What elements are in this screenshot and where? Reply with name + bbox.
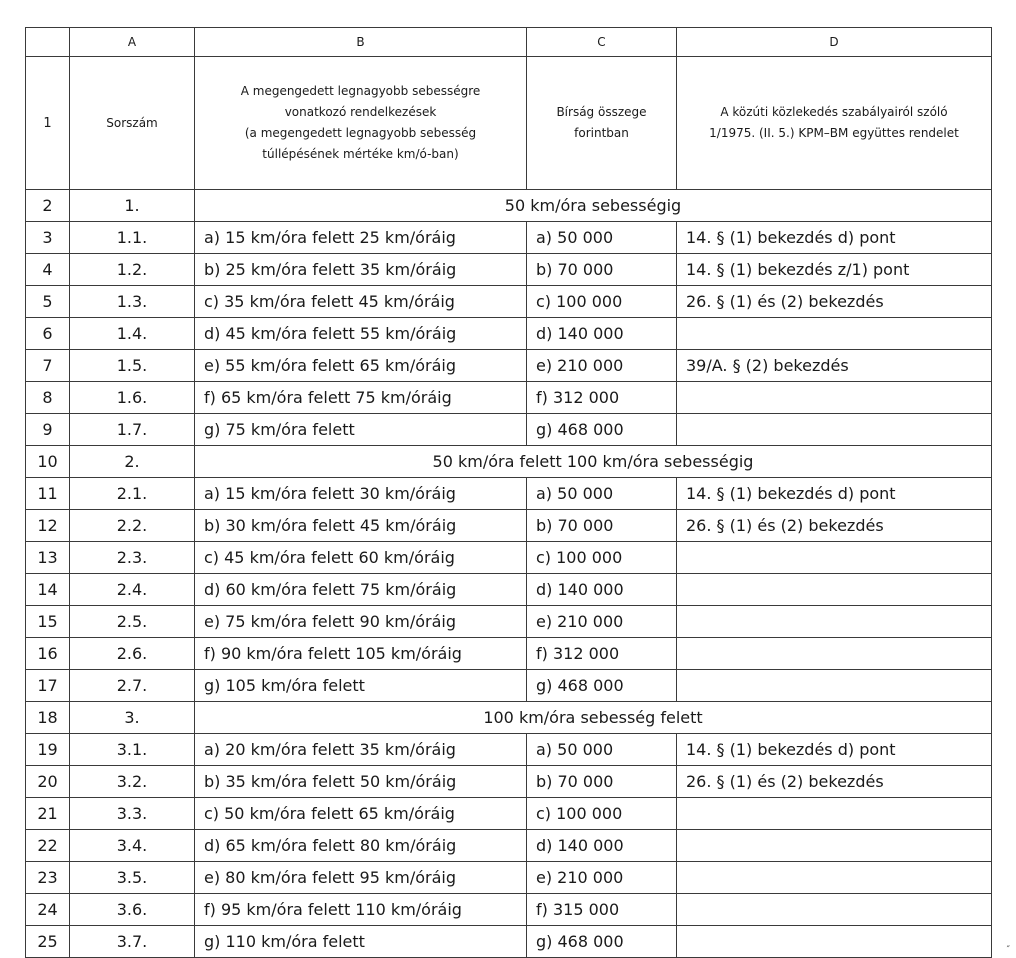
regulation-cell <box>677 830 992 862</box>
row-number: 20 <box>26 766 70 798</box>
row-number: 11 <box>26 478 70 510</box>
group-row <box>26 446 992 478</box>
speed-range-cell: d) 45 km/óra felett 55 km/óráig <box>195 318 527 350</box>
sorszam-cell: 2. <box>70 446 195 478</box>
table-row <box>26 542 992 574</box>
sorszam-cell: 1.6. <box>70 382 195 414</box>
header-rules <box>195 57 527 190</box>
sorszam-cell: 1.4. <box>70 318 195 350</box>
regulation-cell <box>677 894 992 926</box>
speed-range-cell: c) 45 km/óra felett 60 km/óráig <box>195 542 527 574</box>
table-row <box>26 606 992 638</box>
speed-range-cell: d) 65 km/óra felett 80 km/óráig <box>195 830 527 862</box>
sorszam-cell: 3.1. <box>70 734 195 766</box>
fine-amount-cell: d) 140 000 <box>527 830 677 862</box>
row-number: 5 <box>26 286 70 318</box>
fine-amount-cell: f) 312 000 <box>527 638 677 670</box>
row-number: 17 <box>26 670 70 702</box>
sorszam-cell: 2.5. <box>70 606 195 638</box>
row-number: 12 <box>26 510 70 542</box>
regulation-cell <box>677 382 992 414</box>
sorszam-cell: 3.7. <box>70 926 195 958</box>
sorszam-cell: 3. <box>70 702 195 734</box>
speed-range-cell: b) 35 km/óra felett 50 km/óráig <box>195 766 527 798</box>
group-row <box>26 190 992 222</box>
speed-range-cell: d) 60 km/óra felett 75 km/óráig <box>195 574 527 606</box>
sorszam-cell: 1.3. <box>70 286 195 318</box>
sorszam-cell: 2.4. <box>70 574 195 606</box>
regulation-cell: 14. § (1) bekezdés d) pont <box>677 478 992 510</box>
row-number: 15 <box>26 606 70 638</box>
speed-range-cell: c) 50 km/óra felett 65 km/óráig <box>195 798 527 830</box>
corner-mark: ″ <box>1006 945 1010 955</box>
regulation-cell: 14. § (1) bekezdés z/1) pont <box>677 254 992 286</box>
sorszam-cell: 1.7. <box>70 414 195 446</box>
regulation-cell: 26. § (1) és (2) bekezdés <box>677 766 992 798</box>
header-regulation-line: A közúti közlekedés szabályairól szóló <box>720 105 948 119</box>
group-label: 50 km/óra felett 100 km/óra sebességig <box>195 446 992 478</box>
sorszam-cell: 2.7. <box>70 670 195 702</box>
table-row <box>26 734 992 766</box>
sorszam-cell: 3.3. <box>70 798 195 830</box>
regulation-cell <box>677 574 992 606</box>
header-sorszam: Sorszám <box>70 57 195 190</box>
sorszam-cell: 1.2. <box>70 254 195 286</box>
regulation-cell: 26. § (1) és (2) bekezdés <box>677 286 992 318</box>
table-row <box>26 926 992 958</box>
header-row <box>26 57 992 190</box>
sorszam-cell: 3.4. <box>70 830 195 862</box>
regulation-cell <box>677 606 992 638</box>
row-number: 9 <box>26 414 70 446</box>
group-label: 100 km/óra sebesség felett <box>195 702 992 734</box>
table-row <box>26 894 992 926</box>
fine-amount-cell: c) 100 000 <box>527 286 677 318</box>
fine-amount-cell: g) 468 000 <box>527 670 677 702</box>
regulation-cell <box>677 926 992 958</box>
row-number: 14 <box>26 574 70 606</box>
group-row <box>26 702 992 734</box>
speed-range-cell: e) 80 km/óra felett 95 km/óráig <box>195 862 527 894</box>
sorszam-cell: 2.6. <box>70 638 195 670</box>
fine-amount-cell: c) 100 000 <box>527 542 677 574</box>
row-number: 1 <box>26 57 70 190</box>
header-rules-line: túllépésének mértéke km/ó-ban) <box>262 147 459 161</box>
table-row <box>26 830 992 862</box>
sorszam-cell: 3.5. <box>70 862 195 894</box>
sorszam-cell: 1. <box>70 190 195 222</box>
fine-table <box>25 27 992 958</box>
regulation-cell <box>677 638 992 670</box>
fine-amount-cell: g) 468 000 <box>527 414 677 446</box>
table-row <box>26 638 992 670</box>
speed-range-cell: g) 110 km/óra felett <box>195 926 527 958</box>
regulation-cell: 14. § (1) bekezdés d) pont <box>677 222 992 254</box>
regulation-cell <box>677 670 992 702</box>
speed-range-cell: e) 55 km/óra felett 65 km/óráig <box>195 350 527 382</box>
speed-range-cell: g) 75 km/óra felett <box>195 414 527 446</box>
header-regulation <box>677 57 992 190</box>
header-rules-line: A megengedett legnagyobb sebességre <box>240 84 481 98</box>
row-number: 22 <box>26 830 70 862</box>
fine-amount-cell: f) 315 000 <box>527 894 677 926</box>
sorszam-cell: 2.1. <box>70 478 195 510</box>
row-number: 23 <box>26 862 70 894</box>
row-number: 7 <box>26 350 70 382</box>
fine-amount-cell: d) 140 000 <box>527 318 677 350</box>
fine-amount-cell: g) 468 000 <box>527 926 677 958</box>
table-row <box>26 318 992 350</box>
table-row <box>26 414 992 446</box>
header-rules-line: (a megengedett legnagyobb sebesség <box>244 126 477 140</box>
row-number: 25 <box>26 926 70 958</box>
fine-amount-cell: b) 70 000 <box>527 254 677 286</box>
fine-amount-cell: a) 50 000 <box>527 734 677 766</box>
fine-amount-cell: b) 70 000 <box>527 766 677 798</box>
table-row <box>26 350 992 382</box>
fine-amount-cell: f) 312 000 <box>527 382 677 414</box>
regulation-cell: 26. § (1) és (2) bekezdés <box>677 510 992 542</box>
row-number: 4 <box>26 254 70 286</box>
fine-amount-cell: a) 50 000 <box>527 478 677 510</box>
sorszam-cell: 2.3. <box>70 542 195 574</box>
fine-amount-cell: c) 100 000 <box>527 798 677 830</box>
speed-range-cell: f) 90 km/óra felett 105 km/óráig <box>195 638 527 670</box>
table-row <box>26 286 992 318</box>
column-header-a: A <box>70 28 195 57</box>
table-row <box>26 478 992 510</box>
row-number: 24 <box>26 894 70 926</box>
sorszam-cell: 1.5. <box>70 350 195 382</box>
speed-range-cell: g) 105 km/óra felett <box>195 670 527 702</box>
fine-amount-cell: a) 50 000 <box>527 222 677 254</box>
regulation-cell: 39/A. § (2) bekezdés <box>677 350 992 382</box>
speed-range-cell: b) 30 km/óra felett 45 km/óráig <box>195 510 527 542</box>
column-header-c: C <box>527 28 677 57</box>
fine-amount-cell: e) 210 000 <box>527 862 677 894</box>
table-row <box>26 510 992 542</box>
regulation-cell: 14. § (1) bekezdés d) pont <box>677 734 992 766</box>
row-number: 21 <box>26 798 70 830</box>
speed-range-cell: e) 75 km/óra felett 90 km/óráig <box>195 606 527 638</box>
regulation-cell <box>677 542 992 574</box>
regulation-cell <box>677 318 992 350</box>
column-header-d: D <box>677 28 992 57</box>
regulation-cell <box>677 414 992 446</box>
fine-amount-cell: b) 70 000 <box>527 510 677 542</box>
regulation-cell <box>677 798 992 830</box>
row-number: 13 <box>26 542 70 574</box>
speed-range-cell: a) 20 km/óra felett 35 km/óráig <box>195 734 527 766</box>
table-row <box>26 766 992 798</box>
table-row <box>26 574 992 606</box>
row-number: 8 <box>26 382 70 414</box>
row-number: 2 <box>26 190 70 222</box>
table-row <box>26 862 992 894</box>
fine-amount-cell: e) 210 000 <box>527 350 677 382</box>
sorszam-cell: 1.1. <box>70 222 195 254</box>
fine-amount-cell: e) 210 000 <box>527 606 677 638</box>
table-row <box>26 670 992 702</box>
corner-cell <box>26 28 70 57</box>
header-regulation-line: 1/1975. (II. 5.) KPM–BM együttes rendelet <box>709 126 959 140</box>
speed-range-cell: c) 35 km/óra felett 45 km/óráig <box>195 286 527 318</box>
row-number: 19 <box>26 734 70 766</box>
row-number: 6 <box>26 318 70 350</box>
speed-range-cell: b) 25 km/óra felett 35 km/óráig <box>195 254 527 286</box>
sorszam-cell: 3.2. <box>70 766 195 798</box>
column-header-b: B <box>195 28 527 57</box>
speed-range-cell: a) 15 km/óra felett 30 km/óráig <box>195 478 527 510</box>
table-row <box>26 254 992 286</box>
sorszam-cell: 2.2. <box>70 510 195 542</box>
table-row <box>26 798 992 830</box>
speed-range-cell: f) 95 km/óra felett 110 km/óráig <box>195 894 527 926</box>
sorszam-cell: 3.6. <box>70 894 195 926</box>
row-number: 16 <box>26 638 70 670</box>
fine-amount-cell: d) 140 000 <box>527 574 677 606</box>
row-number: 18 <box>26 702 70 734</box>
column-letter-row <box>26 28 992 57</box>
row-number: 10 <box>26 446 70 478</box>
header-rules-line: vonatkozó rendelkezések <box>284 105 437 119</box>
group-label: 50 km/óra sebességig <box>195 190 992 222</box>
speed-range-cell: a) 15 km/óra felett 25 km/óráig <box>195 222 527 254</box>
table-row <box>26 222 992 254</box>
row-number: 3 <box>26 222 70 254</box>
header-fine-amount <box>527 57 677 190</box>
speed-range-cell: f) 65 km/óra felett 75 km/óráig <box>195 382 527 414</box>
header-fine-line: Bírság összege <box>556 105 647 119</box>
regulation-cell <box>677 862 992 894</box>
header-fine-line: forintban <box>574 126 629 140</box>
table-row <box>26 382 992 414</box>
